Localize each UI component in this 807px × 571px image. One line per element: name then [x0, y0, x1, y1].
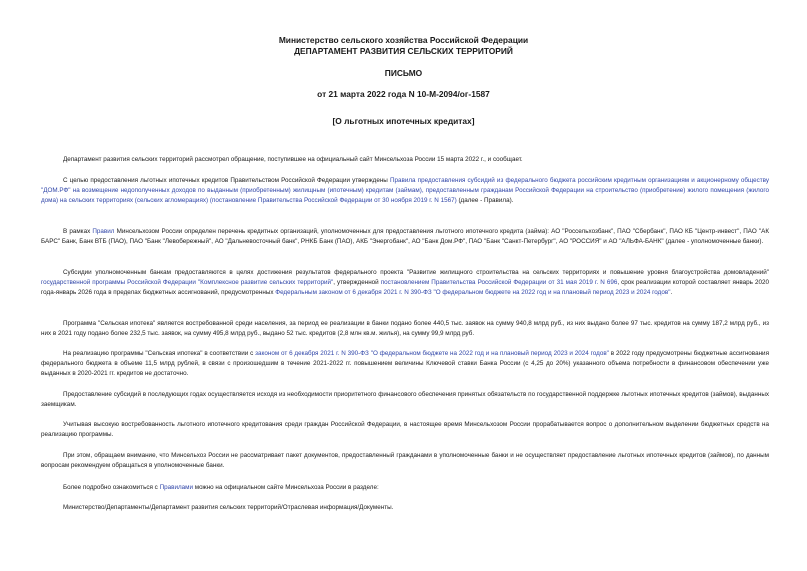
paragraph-1 [41, 155, 769, 165]
document-type: ПИСЬМО [384, 68, 423, 78]
paragraph-8 [41, 420, 769, 440]
paragraph-6-tail: в 2022 году предусмотрены бюджетные ассигнования федерального бюджета в объеме 11,5 млрд рублей, в связи с произошедшим в течение 2021-2022 гг. повышением величины Ключевой ставки Банка России (с 4,25 до 20%) указанного объема потребности в финансовом обеспечении уже выданных в 2020-2021 гг. кредитов не достаточно. [41, 350, 769, 378]
federal-law-390-link[interactable]: Федеральным законом от 6 декабря 2021 г. N 390-ФЗ "О федеральном бюджете на 2022 год и на плановый период 2023 и 2024 годов" [275, 289, 671, 297]
resolution-696-link[interactable]: постановлением Правительства Российской Федерации от 31 мая 2019 г. N 696 [380, 279, 618, 287]
paragraph-3-text: В рамках [63, 228, 93, 235]
paragraph-10-text: Более подробно ознакомиться с [63, 484, 160, 491]
rules-site-link[interactable]: Правилами [159, 484, 193, 491]
rules-short-link[interactable]: Правил [92, 228, 115, 235]
paragraph-7-text: Предоставление субсидий в последующих годах осуществляется исходя из необходимости приоритетного финансового обеспечения принятых обязательств по государственной поддержке льготных ипотечных кредитов (займов), выданных заемщикам. [41, 391, 769, 409]
department-title: ДЕПАРТАМЕНТ РАЗВИТИЯ СЕЛЬСКИХ ТЕРРИТОРИЙ [294, 46, 513, 56]
paragraph-11 [41, 503, 769, 513]
rules-link[interactable]: Правила предоставления субсидий из федерального бюджета российским кредитным организациям и акционерному обществу "ДОМ.РФ" на возмещение недополученных доходов по выданным (приобретенным) жилищным (ипотечным) кредитам (займам), предоставленным гражданам Российской Федерации на строительство (приобретение) жилого помещения (жилого дома) на сельских территориях (сельских агломерациях) (постановление Правительства Российской Федерации от 30 ноября 2019 г. N 1567) [41, 177, 769, 205]
paragraph-4 [41, 268, 769, 299]
ministry-title: Министерство сельского хозяйства Российской Федерации [278, 35, 529, 45]
paragraph-9-text: При этом, обращаем внимание, что Минсельхоз России не рассматривает пакет документов, предоставленный гражданами в уполномоченные банки и не осуществляет предоставление льготных ипотечных кредитов (займов), по данным вопросам рекомендуем обращаться в уполномоченные банки. [41, 452, 769, 470]
paragraph-6 [41, 349, 769, 380]
paragraph-2-tail: (далее - Правила). [456, 197, 514, 205]
paragraph-9 [41, 451, 769, 471]
paragraph-5 [41, 319, 769, 339]
state-program-link[interactable]: государственной программы Российской Федерации "Комплексное развитие сельских территорий" [41, 279, 334, 287]
document-subject: [О льготных ипотечных кредитах] [332, 116, 475, 126]
paragraph-2-text: С целью предоставления льготных ипотечных кредитов Правительством Российской Федерации утверждены [63, 177, 390, 184]
document-date-number: от 21 марта 2022 года N 10-М-2094/ог-1587 [317, 89, 490, 99]
paragraph-6-text: На реализацию программы "Сельская ипотека" в соответствии с [63, 350, 256, 357]
paragraph-4-part-d: . [670, 289, 673, 297]
paragraph-5-text: Программа "Сельская ипотека" является востребованной среди населения, за период ее реализации в банки подано более 440,5 тыс. заявок на сумму 940,8 млрд руб., из них выдано более 97 тыс. кредитов на сумму 187,2 млрд руб., из них в 2021 году подано более 232,5 тыс. заявок, на сумму 495,8 млрд руб., выдано 52 тыс. кредитов (2,8 млн кв.м. жилья), на сумму 99,9 млрд руб. [41, 320, 769, 338]
paragraph-1-text: Департамент развития сельских территорий рассмотрел обращение, поступившее на официальный сайт Минсельхоза России 15 марта 2022 г., и сообщает. [63, 156, 523, 163]
paragraph-4-part-b: , утвержденной [333, 279, 381, 287]
site-section-path: Министерство/Департаменты/Департамент развития сельских территорий/Отраслевая информация/Документы. [63, 504, 394, 511]
paragraph-4-part-c: , срок реализации которой составляет январь 2020 года-январь 2026 года в пределах бюджетных ассигнований, предусмотренных [41, 279, 769, 297]
paragraph-8-text: Учитывая высокую востребованность льготного ипотечного кредитования среди граждан Российской Федерации, в настоящее время Минсельхозом России прорабатывается вопрос о дополнительном выделении бюджетных средств на реализацию программы. [41, 421, 769, 439]
paragraph-10 [41, 483, 769, 493]
paragraph-10-tail: можно на официальном сайте Минсельхоза России в разделе: [192, 484, 379, 491]
paragraph-3 [41, 227, 769, 247]
paragraph-3-tail: Минсельхозом России определен перечень кредитных организаций, уполномоченных для предоставления льготного ипотечного кредита (займа): АО "Россельхозбанк", ПАО "Сбербанк", ПАО КБ "Центр-инвест", ПАО "АК БАРС" Банк, Банк ВТБ (ПАО), ПАО "Банк "Левобережный", АО "Дальневосточный банк", РНКБ Банк (ПАО), АКБ "Энергобанк", АО "Банк Дом.РФ", ПАО "Банк "Санкт-Петербург", АО "РОССИЯ" и АО "АЛЬФА-БАНК" (далее - уполномоченные банки). [41, 228, 770, 246]
budget-law-link[interactable]: законом от 6 декабря 2021 г. N 390-ФЗ "О федеральном бюджете на 2022 год и на плановый период 2023 и 2024 годов" [255, 350, 609, 357]
paragraph-2 [41, 176, 769, 207]
paragraph-4-text: Субсидии уполномоченным банкам предоставляются в целях достижения результатов федерального проекта "Развитие жилищного строительства на сельских территориях и повышение уровня благоустройства домовладений" [63, 269, 769, 276]
paragraph-7 [41, 390, 769, 410]
